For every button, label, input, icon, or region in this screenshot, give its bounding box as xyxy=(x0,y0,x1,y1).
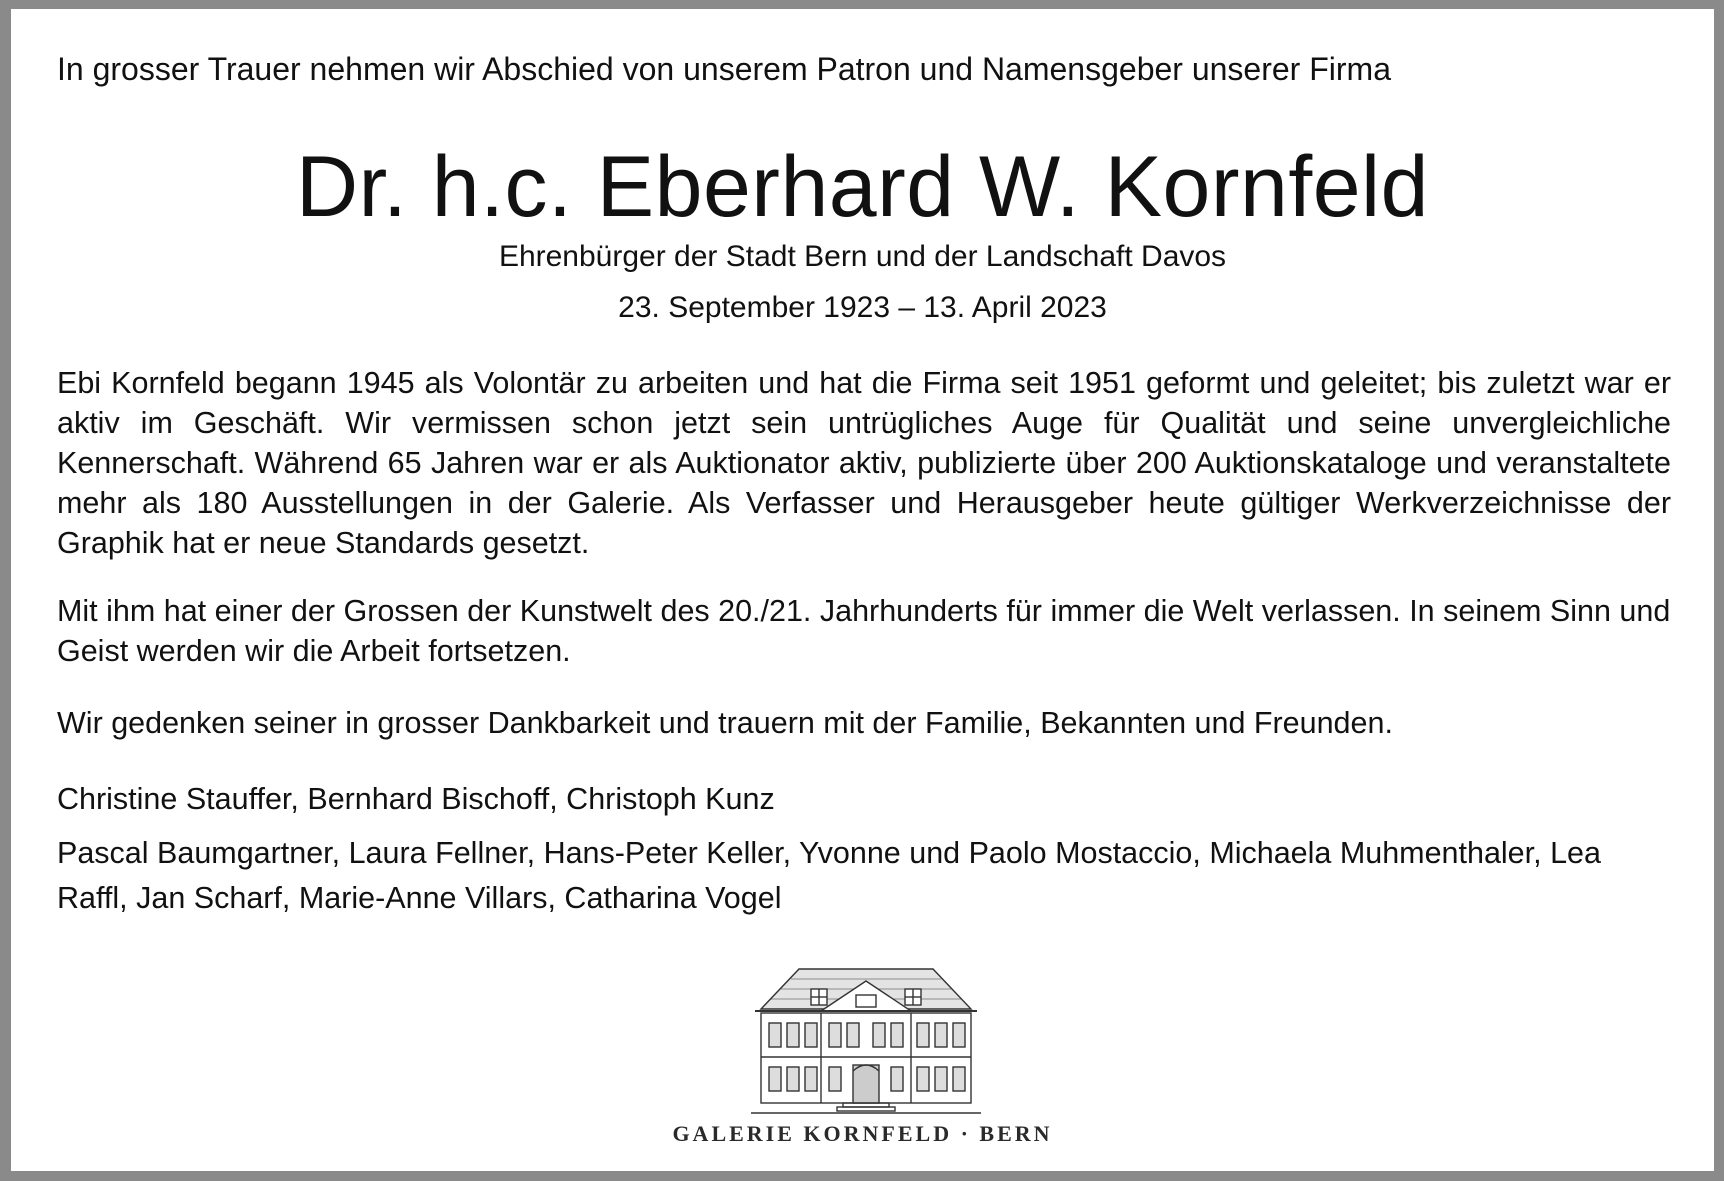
signatories-secondary: Pascal Baumgartner, Laura Fellner, Hans-Peter Keller, Yvonne und Paolo Mostaccio, Michaela Muhmenthaler, Lea Raffl, Jan Scharf, Marie-Anne Villars, Catharina Vogel xyxy=(57,836,1601,915)
honorary-title: Ehrenbürger der Stadt Bern und der Landschaft Davos xyxy=(498,240,1227,273)
gallery-building-icon xyxy=(721,951,1011,1121)
intro-line: In grosser Trauer nehmen wir Abschied von unserem Patron und Namensgeber unserer Firma xyxy=(57,51,1391,87)
obituary-notice xyxy=(11,9,1714,1171)
paragraph-remembrance: Wir gedenken seiner in grosser Dankbarkeit und trauern mit der Familie, Bekannten und Freunden. xyxy=(57,706,1393,740)
gallery-logo-caption: GALERIE KORNFELD · BERN xyxy=(672,1121,1053,1146)
paragraph-career: Ebi Kornfeld begann 1945 als Volontär zu arbeiten und hat die Firma seit 1951 geformt und geleitet; bis zuletzt war er aktiv im Geschäft. Wir vermissen schon jetzt sein untrügliches Auge für Qualität und seine unvergleichliche Kennerschaft. Während 65 Jahren war er als Auktionator aktiv, publizierte über 200 Auktionskataloge und veranstaltete mehr als 180 Ausstellungen in der Galerie. Als Verfasser und Herausgeber heute gültiger Werkverzeichnisse der Graphik hat er neue Standards gesetzt. xyxy=(57,366,1671,560)
signatories-primary: Christine Stauffer, Bernhard Bischoff, Christoph Kunz xyxy=(57,782,775,816)
paragraph-legacy: Mit ihm hat einer der Grossen der Kunstwelt des 20./21. Jahrhunderts für immer die Welt verlassen. In seinem Sinn und Geist werden wir die Arbeit fortsetzen. xyxy=(57,594,1671,668)
life-dates: 23. September 1923 – 13. April 2023 xyxy=(618,291,1107,324)
deceased-name: Dr. h.c. Eberhard W. Kornfeld xyxy=(295,139,1429,235)
